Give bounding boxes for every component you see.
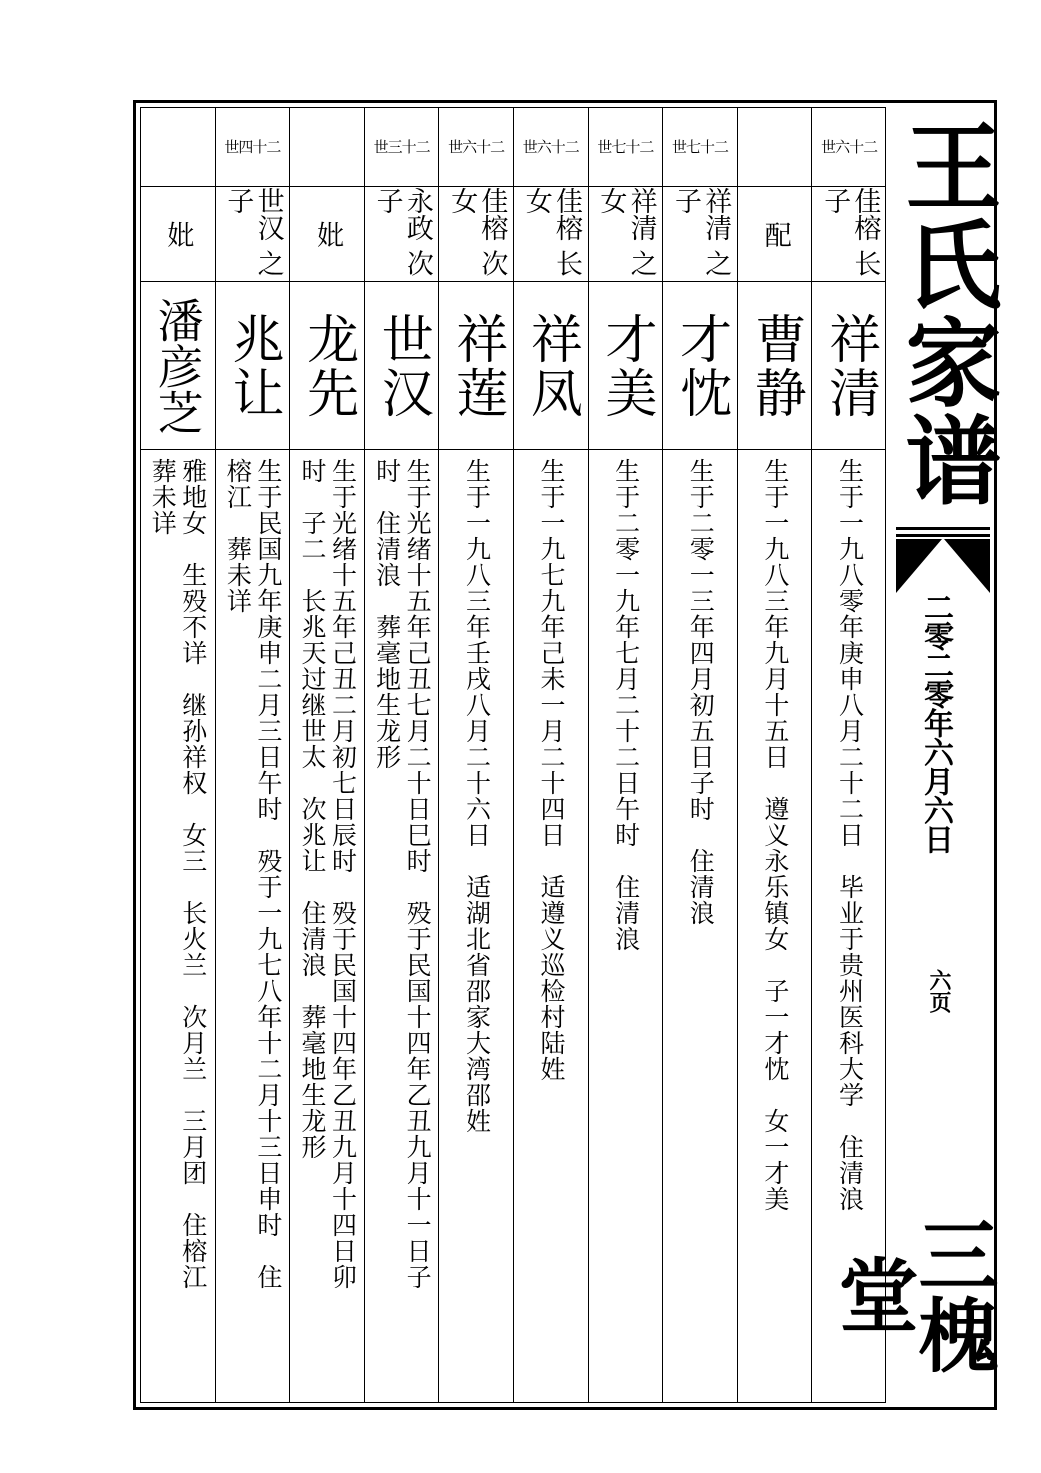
generation-cell: 世六十二 xyxy=(812,107,886,187)
bio-cell: 生于二零一九年七月二十二日午时 住清浪 xyxy=(611,458,641,952)
bio-cell: 生于一九八零年庚申八月二十二日 毕业于贵州医科大学 住清浪 xyxy=(835,458,865,1212)
relation-cell: 祥清 之女 xyxy=(589,187,663,282)
genealogy-column-7 xyxy=(364,107,439,1403)
generation-cell: 世七十二 xyxy=(589,107,663,187)
bio-cell: 生于一九八三年壬戌八月二十六日 适湖北省邵家大湾邵姓 xyxy=(462,458,492,1134)
generation-cell xyxy=(140,107,215,187)
generation-cell xyxy=(738,107,812,187)
relation-cell: 佳榕 长子 xyxy=(812,187,886,282)
name-cell: 祥清 xyxy=(812,282,886,450)
bio-cell: 生于光绪十五年己丑二月初七日辰时 殁于民国十四年乙丑九月十四日卯 时 子二 长兆天过继世太 次兆让 住清浪 葬毫地生龙形 xyxy=(297,458,358,1290)
relation-cell: 永政 次子 xyxy=(365,187,439,282)
name-cell: 祥莲 xyxy=(439,282,513,450)
name-cell: 才美 xyxy=(589,282,663,450)
bio-cell: 生于光绪十五年己丑七月二十日巳时 殁于民国十四年乙丑九月十一日子 时 住清浪 葬毫地生龙形 xyxy=(372,458,433,1290)
chevron-divider-icon xyxy=(894,525,992,599)
genealogy-column-6 xyxy=(438,107,513,1403)
page-number: 六页 xyxy=(926,969,952,1013)
relation-cell: 世汉 之子 xyxy=(216,187,290,282)
generation-cell: 世六十二 xyxy=(514,107,588,187)
relation-cell: 妣 xyxy=(290,187,364,282)
name-cell: 才忱 xyxy=(663,282,737,450)
hall-name: 三槐堂 xyxy=(825,1214,999,1374)
name-cell: 兆让 xyxy=(216,282,290,450)
genealogy-column-10 xyxy=(140,107,215,1403)
genealogy-column-3 xyxy=(662,107,737,1403)
name-cell: 曹静 xyxy=(738,282,812,450)
relation-cell: 配 xyxy=(738,187,812,282)
name-cell: 世汉 xyxy=(365,282,439,450)
relation-cell: 妣 xyxy=(140,187,215,282)
genealogy-column-4 xyxy=(588,107,663,1403)
generation-cell: 世四十二 xyxy=(216,107,290,187)
page-title: 王氏家谱 xyxy=(890,117,1003,509)
relation-cell: 佳榕 次女 xyxy=(439,187,513,282)
bio-cell: 生于二零一三年四月初五日子时 住清浪 xyxy=(686,458,716,926)
relation-cell: 祥清 之子 xyxy=(663,187,737,282)
genealogy-column-2 xyxy=(737,107,812,1403)
genealogy-column-9 xyxy=(215,107,290,1403)
bio-cell: 生于民国九年庚申二月三日午时 殁于一九七八年十二月十三日申时 住 榕江 葬未详 xyxy=(223,458,283,1290)
relation-cell: 佳榕 长女 xyxy=(514,187,588,282)
bio-cell: 雅地女 生殁不详 继孙祥权 女三 长火兰 次月兰 三月团 住榕江 葬未详 xyxy=(148,458,208,1290)
generation-cell: 世七十二 xyxy=(663,107,737,187)
generation-cell xyxy=(290,107,364,187)
genealogy-column-1 xyxy=(811,107,886,1403)
compile-date: 二零二零年六月六日 xyxy=(918,592,953,853)
generation-cell: 世三十二 xyxy=(365,107,439,187)
genealogy-column-8 xyxy=(289,107,364,1403)
name-cell: 龙先 xyxy=(290,282,364,450)
name-cell: 潘彦芝 xyxy=(140,282,215,450)
generation-cell: 世六十二 xyxy=(439,107,513,187)
bio-cell: 生于一九八三年九月十五日 遵义永乐镇女 子一才忱 女一才美 xyxy=(760,458,790,1212)
genealogy-column-5 xyxy=(513,107,588,1403)
name-cell: 祥凤 xyxy=(514,282,588,450)
bio-cell: 生于一九七九年己未一月二十四日 适遵义巡检村陆姓 xyxy=(537,458,567,1082)
